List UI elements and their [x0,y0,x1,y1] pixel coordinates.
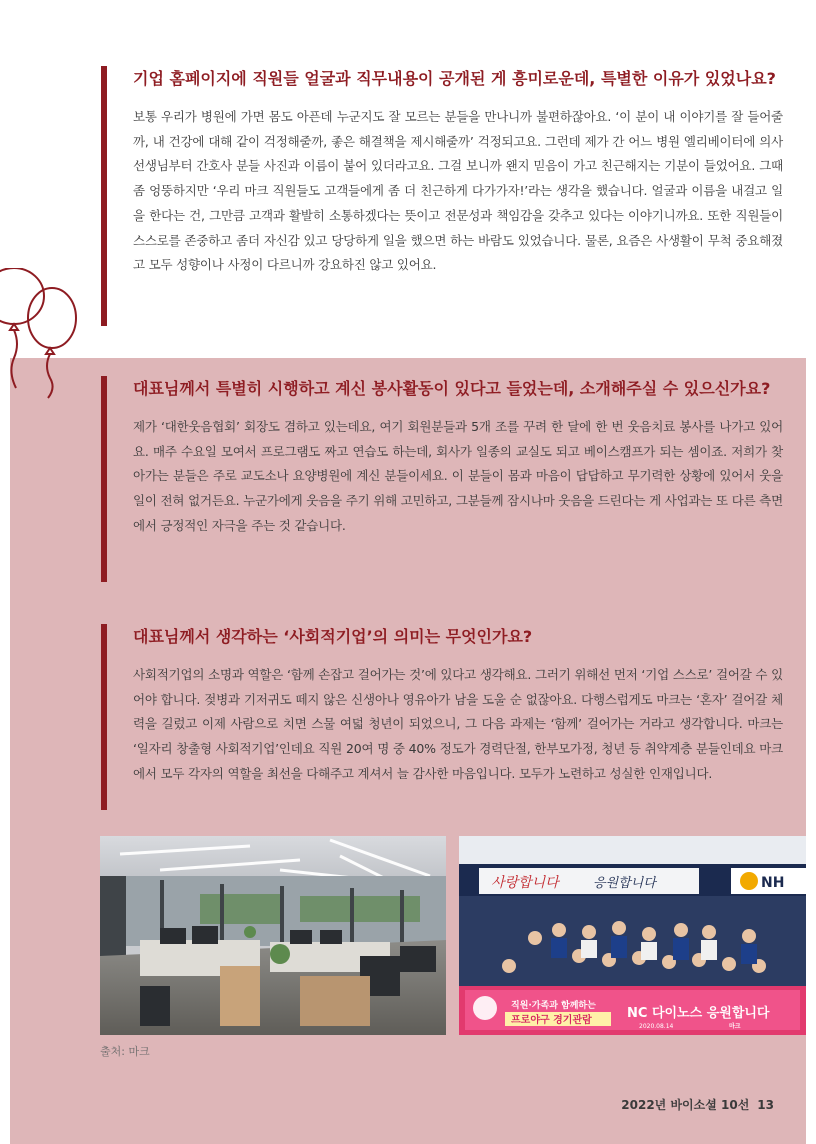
office-photo [100,836,446,1035]
qa-section-volunteer [101,376,783,582]
answer-paragraph: 보통 우리가 병원에 가면 몸도 아픈데 누군지도 잘 모르는 분들을 만나니까 불편하잖아요. ‘이 분이 내 이야기를 잘 들어줄까, 내 건강에 대해 같이 걱정해줄까, 좋은 해결책을 제시해줄까’ 걱정되고요. 그런데 제가 간 어느 병원 엘리베이터에 의사선생님부터 간호사 분들 사진과 이름이 붙어 있더라고요. 그걸 보니까 왠지 믿음이 가고 친근해지는 기분이 들었어요. 그때 좀 엉뚱하지만 ‘우리 마크 직원들도 고객들에게 좀 더 친근하게 다가가자!’라는 생각을 했습니다. 얼굴과 이름을 내걸고 일을 한다는 건, 그만큼 고객과 활발히 소통하겠다는 뜻이고 전문성과 책임감을 갖추고 있다는 이야기니까요. 또한 직원들이 스스로를 존중하고 좀더 자신감 있고 당당하게 일을 했으면 하는 바람도 있었습니다. 물론, 요즘은 사생활이 무척 중요해졌고 모두 성향이나 사정이 다르니까 강요하진 않고 있어요. [133,109,783,273]
sign-text-2: 응원합니다 [593,876,656,891]
page-number: 13 [757,1098,774,1112]
baseball-group-photo [459,836,806,1035]
qa-section-social-enterprise [101,624,783,810]
banner-org: 마크 [729,1023,741,1030]
answer-paragraph: 사회적기업의 소명과 역할은 ‘함께 손잡고 걸어가는 것’에 있다고 생각해요. 그러기 위해선 먼저 ‘기업 스스로’ 걸어갈 수 있어야 합니다. 젖병과 기저귀도 떼지 않은 신생아나 영유아가 남을 도울 순 없잖아요. 다행스럽게도 마크는 ‘혼자’ 걸어갈 체력을 길렀고 이제 사람으로 치면 스물 여덟 청년이 되었으니, 그 다음 과제는 ‘함께’ 걸어가는 거라고 생각합니다. 마크는 ‘일자리 창출형 사회적기업’인데요 직원 20여 명 중 40% 정도가 경력단절, 한부모가정, 청년 등 취약계층 분들인데요 마크에서 모두 각자의 역할을 최선을 다해주고 계셔서 늘 감사한 마음입니다. 모두가 노련하고 성실한 인재입니다. [133,667,783,781]
question-heading: 기업 홈페이지에 직원들 얼굴과 직무내용이 공개된 게 흥미로운데, 특별한 이유가 있었나요? [133,69,776,88]
balloon-illustration [0,268,80,408]
question-heading: 대표님께서 특별히 시행하고 계신 봉사활동이 있다고 들었는데, 소개해주실 수 있으신가요? [133,379,771,398]
answer-paragraph: 제가 ‘대한웃음협회’ 회장도 겸하고 있는데요, 여기 회원분들과 5개 조를 꾸려 한 달에 한 번 웃음치료 봉사를 나가고 있어요. 매주 수요일 모여서 프로그램도 짜고 연습도 하는데, 회사가 일종의 교실도 되고 베이스캠프가 되는 셈이죠. 저희가 찾아가는 분들은 주로 교도소나 요양병원에 계신 분들이세요. 이 분들이 몸과 마음이 답답하고 무기력한 상황에 있어서 웃을 일이 전혀 없거든요. 누군가에게 웃음을 주기 위해 고민하고, 그분들께 잠시나마 웃음을 드린다는 게 사업과는 또 다른 측면에서 긍정적인 자극을 주는 것 같습니다. [133,419,783,533]
question-heading: 대표님께서 생각하는 ‘사회적기업’의 의미는 무엇인가요? [133,627,533,646]
footer-title: 2022년 바이소셜 10선 [621,1098,750,1112]
banner-title: 프로야구 경기관람 [511,1015,592,1026]
sign-text-1: 사랑합니다 [491,875,559,891]
accent-bar [101,66,107,326]
banner-cheer: NC 다이노스 응원합니다 [627,1006,770,1021]
accent-bar [101,376,107,582]
photo-caption: 출처: 마크 [100,1045,150,1058]
qa-section-homepage [101,66,783,326]
accent-bar [101,624,107,810]
sign-nh: NH [761,875,785,891]
page-footer [621,1096,774,1113]
banner-subtitle: 직원·가족과 함께하는 [511,1001,596,1011]
banner-date: 2020.08.14 [639,1023,674,1030]
